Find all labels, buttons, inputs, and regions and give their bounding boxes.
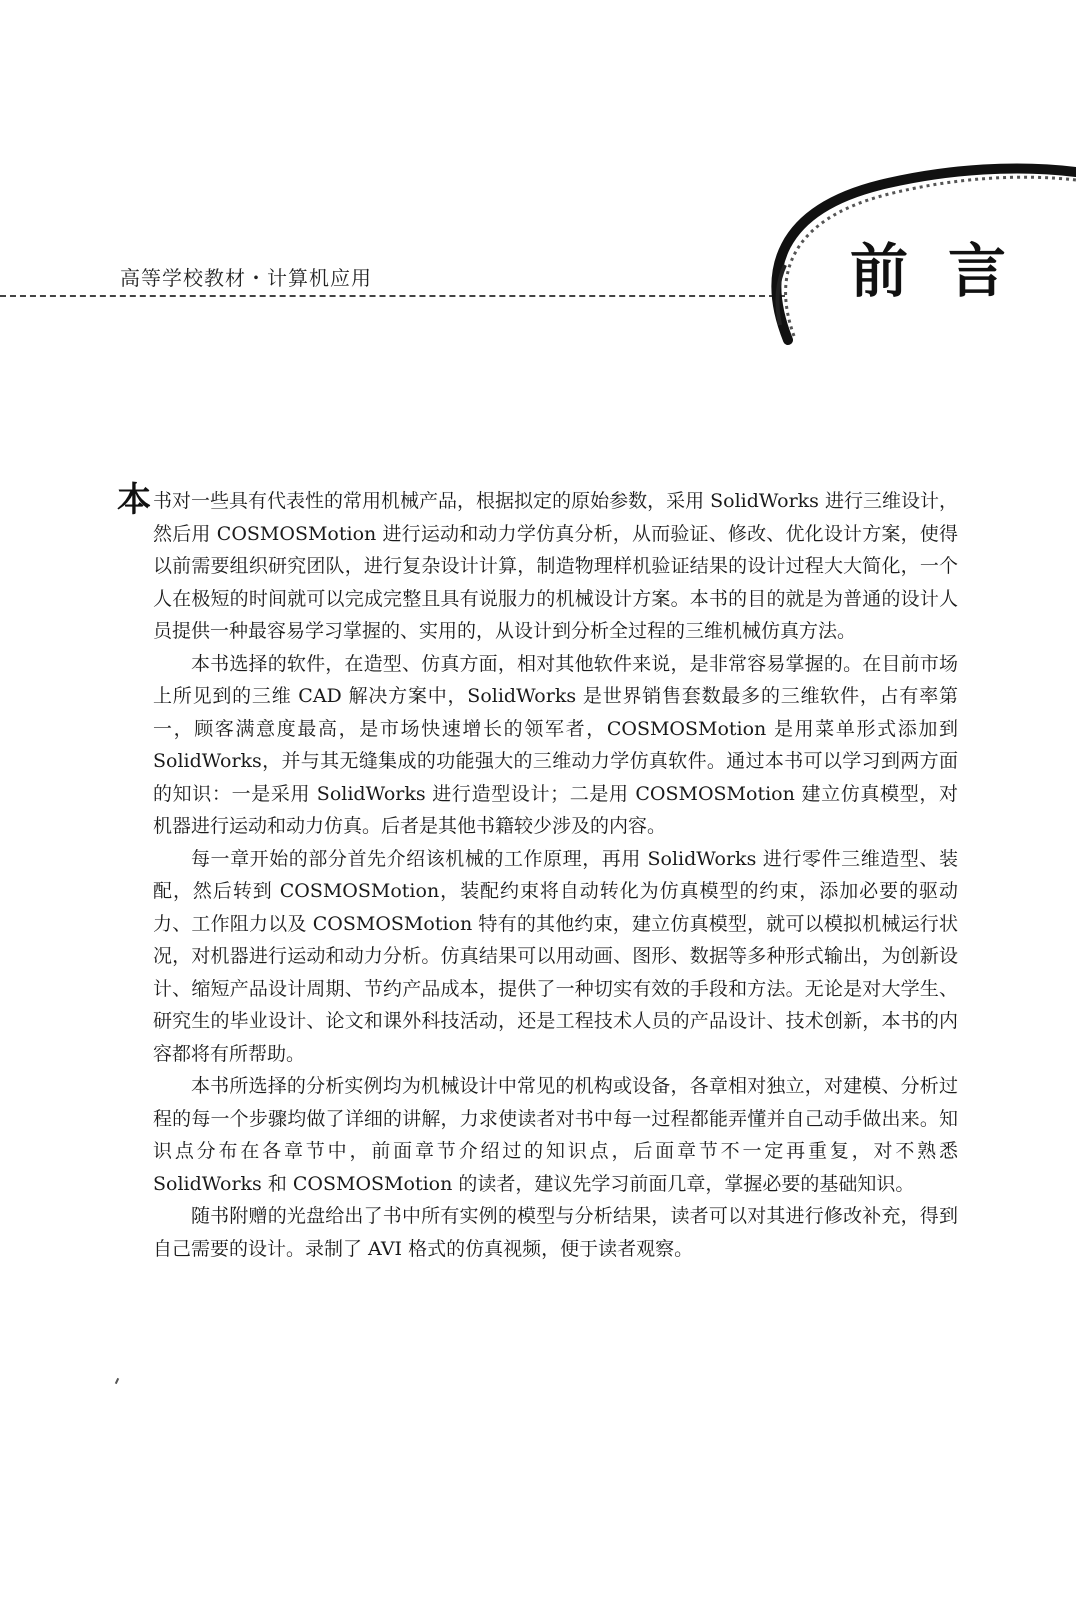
dashed-rule bbox=[0, 295, 785, 297]
series-label: 高等学校教材・计算机应用 bbox=[120, 266, 372, 290]
body-text bbox=[153, 485, 958, 1265]
stray-mark bbox=[115, 1378, 119, 1384]
paragraph-4: 本书所选择的分析实例均为机械设计中常见的机构或设备，各章相对独立，对建模、分析过程的每一个步骤均做了详细的讲解，力求使读者对书中每一过程都能弄懂并自己动手做出来。知识点分布在各章节中，前面章节介绍过的知识点，后面章节不一定再重复，对不熟悉 SolidWorks 和 COSMOSMotion 的读者，建议先学习前面几章，掌握必要的基础知识。 bbox=[153, 1075, 958, 1195]
drop-cap: 本 bbox=[117, 480, 151, 520]
chapter-title: 前言 bbox=[850, 237, 1047, 305]
paragraph-2: 本书选择的软件，在造型、仿真方面，相对其他软件来说，是非常容易掌握的。在目前市场上所见到的三维 CAD 解决方案中，SolidWorks 是世界销售套数最多的三维软件，占有率第一，顾客满意度最高，是市场快速增长的领军者，COSMOSMotion 是用菜单形式添加到 SolidWorks，并与其无缝集成的功能强大的三维动力学仿真软件。通过本书可以学习到两方面的知识：一是采用 SolidWorks 进行造型设计；二是用 COSMOSMotion 建立仿真模型，对机器进行运动和动力仿真。后者是其他书籍较少涉及的内容。 bbox=[153, 652, 958, 837]
paragraph-5: 随书附赠的光盘给出了书中所有实例的模型与分析结果，读者可以对其进行修改补充，得到自己需要的设计。录制了 AVI 格式的仿真视频，便于读者观察。 bbox=[153, 1205, 958, 1260]
paragraph-1: 书对一些具有代表性的常用机械产品，根据拟定的原始参数，采用 SolidWorks 进行三维设计，然后用 COSMOSMotion 进行运动和动力学仿真分析，从而验证、修改、优化设计方案，使得以前需要组织研究团队，进行复杂设计计算，制造物理样机验证结果的设计过程大大简化，一个人在极短的时间就可以完成完整且具有说服力的机械设计方案。本书的目的就是为普通的设计人员提供一种最容易学习掌握的、实用的，从设计到分析全过程的三维机械仿真方法。 bbox=[153, 490, 958, 642]
paragraph-3: 每一章开始的部分首先介绍该机械的工作原理，再用 SolidWorks 进行零件三维造型、装配，然后转到 COSMOSMotion，装配约束将自动转化为仿真模型的约束，添加必要的驱动力、工作阻力以及 COSMOSMotion 特有的其他约束，建立仿真模型，就可以模拟机械运行状况，对机器进行运动和动力分析。仿真结果可以用动画、图形、数据等多种形式输出，为创新设计、缩短产品设计周期、节约产品成本，提供了一种切实有效的手段和方法。无论是对大学生、研究生的毕业设计、论文和课外科技活动，还是工程技术人员的产品设计、技术创新，本书的内容都将有所帮助。 bbox=[153, 847, 958, 1065]
